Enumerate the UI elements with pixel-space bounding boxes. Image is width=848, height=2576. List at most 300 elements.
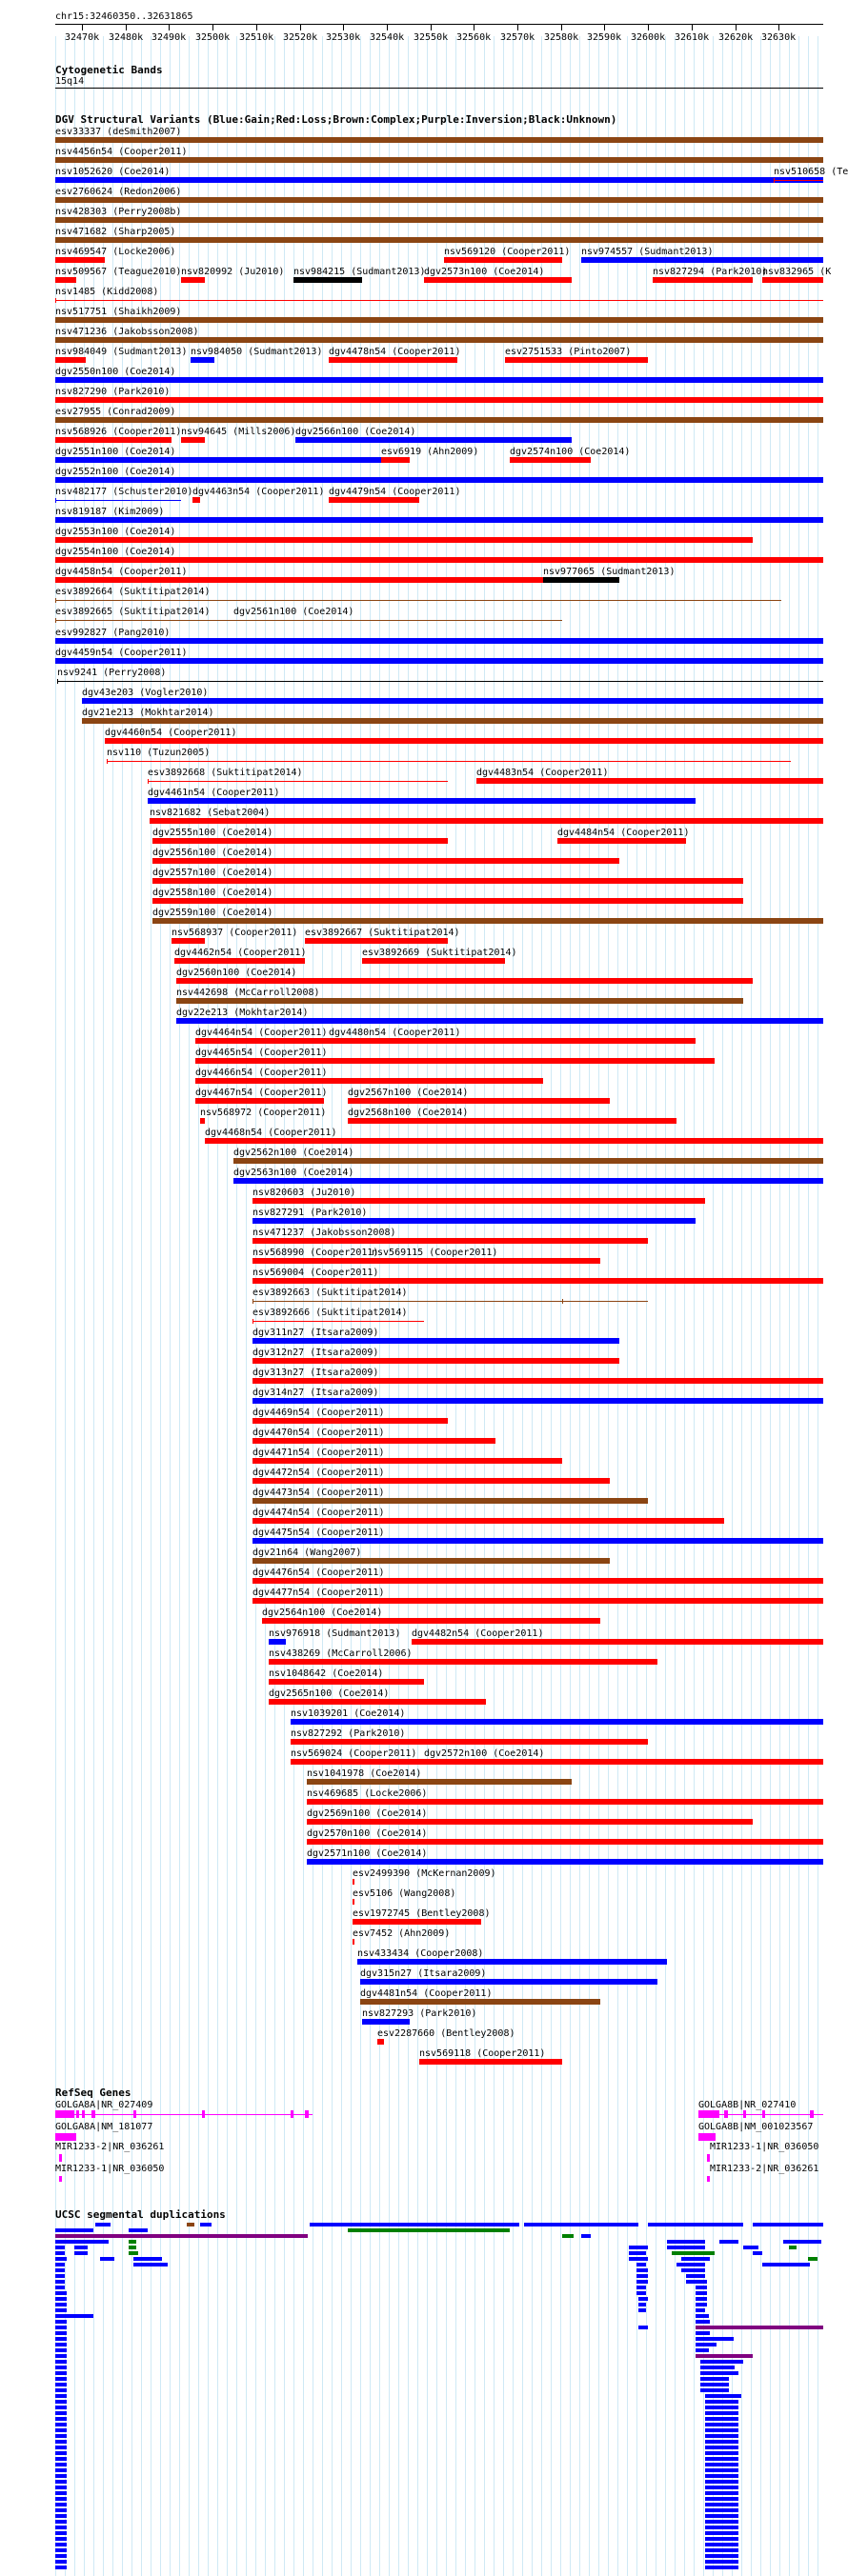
variant-bar (172, 938, 205, 944)
ruler-tick (736, 25, 737, 30)
variant-bar (381, 457, 410, 463)
variant-label: nsv984050 (Sudmant2013) (191, 347, 323, 357)
variant-label: nsv482177 (Schuster2010) (55, 487, 193, 497)
variant-label: esv3892669 (Suktitipat2014) (362, 948, 517, 958)
ruler-tick (212, 25, 213, 30)
variant-label: dgv4459n54 (Cooper2011) (55, 648, 188, 658)
variant-bar (353, 1919, 481, 1925)
segdup-block (55, 2514, 67, 2518)
segdup-block (55, 2348, 67, 2352)
variant-bar (362, 2019, 410, 2025)
segdup-block (700, 2383, 729, 2386)
segdup-block (705, 2406, 738, 2409)
variant-label: nsv4456n54 (Cooper2011) (55, 147, 188, 157)
ruler-line (55, 24, 823, 25)
variant-bar (353, 1879, 354, 1885)
segdup-block (705, 2520, 738, 2524)
variant-bar (353, 1939, 354, 1945)
variant-bar (205, 1138, 823, 1144)
segdup-block (696, 2331, 710, 2335)
variant-label: nsv568926 (Cooper2011) (55, 427, 182, 437)
segdup-block (636, 2263, 646, 2266)
variant-bar (372, 1258, 600, 1264)
variant-label: nsv471682 (Sharp2005) (55, 227, 176, 237)
gene-label-right: GOLGA8B|NR_027410 (698, 2100, 797, 2110)
segdup-block (55, 2503, 67, 2506)
gene-label-right: MIR1233-2|NR_036261 (710, 2164, 819, 2174)
variant-label: dgv2558n100 (Coe2014) (152, 888, 273, 898)
variant-label: dgv2563n100 (Coe2014) (233, 1168, 354, 1178)
variant-bar-cap (57, 679, 58, 684)
segdup-block (705, 2554, 738, 2558)
variant-bar (152, 838, 448, 844)
segdup-block (55, 2394, 67, 2398)
segdup-block (55, 2234, 308, 2238)
gene-exon (305, 2110, 309, 2118)
segdup-block (55, 2228, 93, 2232)
variant-bar (107, 761, 791, 762)
segdup-title: UCSC segmental duplications (55, 2208, 226, 2221)
segdup-block (55, 2268, 65, 2272)
variant-label: dgv2559n100 (Coe2014) (152, 908, 273, 918)
segdup-block (705, 2451, 738, 2455)
variant-bar (357, 1959, 667, 1965)
variant-label: dgv4481n54 (Cooper2011) (360, 1988, 493, 1999)
gene-exon (698, 2133, 716, 2141)
variant-bar (291, 1739, 648, 1745)
variant-label: dgv4479n54 (Cooper2011) (329, 487, 461, 497)
variant-label: nsv974557 (Sudmant2013) (581, 247, 714, 257)
variant-label: nsv442698 (McCarroll2008) (176, 988, 320, 998)
variant-bar (55, 457, 381, 463)
segdup-block (783, 2240, 821, 2244)
segdup-block (55, 2291, 67, 2295)
variant-label: dgv2570n100 (Coe2014) (307, 1828, 428, 1839)
segdup-block (705, 2548, 738, 2552)
variant-label: dgv2564n100 (Coe2014) (262, 1608, 383, 1618)
variant-label: nsv94645 (Mills2006) (181, 427, 296, 437)
variant-bar (55, 577, 553, 583)
variant-bar (505, 357, 648, 363)
variant-bar (557, 838, 686, 844)
segdup-block (743, 2246, 758, 2249)
variant-label: nsv438269 (McCarroll2006) (269, 1648, 413, 1659)
segdup-block (696, 2320, 710, 2324)
ruler-tick-label: 32620k (718, 32, 754, 43)
variant-label: esv5106 (Wang2008) (353, 1888, 456, 1899)
variant-label: dgv2573n100 (Coe2014) (424, 267, 545, 277)
segdup-block (705, 2566, 738, 2569)
variant-label: dgv4462n54 (Cooper2011) (174, 948, 307, 958)
variant-label: dgv2572n100 (Coe2014) (424, 1748, 545, 1759)
variant-label: dgv4482n54 (Cooper2011) (412, 1628, 544, 1639)
segdup-block (789, 2246, 797, 2249)
gene-exon (76, 2110, 79, 2118)
ruler-tick (343, 25, 344, 30)
gene-exon (59, 2176, 62, 2182)
variant-label: nsv832965 (K (762, 267, 832, 277)
gene-label-left: GOLGA8A|NM_181077 (55, 2122, 153, 2132)
variant-label: dgv43e203 (Vogler2010) (82, 688, 209, 698)
variant-label: esv2751533 (Pinto2007) (505, 347, 632, 357)
gene-exon (55, 2133, 76, 2141)
variant-bar-cap (774, 178, 775, 183)
variant-bar (424, 277, 572, 283)
variant-bar (152, 898, 743, 904)
ruler-tick-label: 32500k (195, 32, 231, 43)
variant-label: dgv2561n100 (Coe2014) (233, 607, 354, 617)
segdup-block (705, 2537, 738, 2541)
variant-label: nsv569115 (Cooper2011) (372, 1248, 498, 1258)
variant-bar (252, 1558, 610, 1564)
variant-bar (444, 257, 562, 263)
variant-bar (55, 557, 823, 563)
variant-bar (233, 1158, 823, 1164)
ruler-tick (169, 25, 170, 30)
variant-label: dgv4474n54 (Cooper2011) (252, 1508, 385, 1518)
segdup-block (74, 2251, 88, 2255)
segdup-block (753, 2251, 762, 2255)
variant-label: nsv569118 (Cooper2011) (419, 2048, 546, 2059)
segdup-block (638, 2303, 646, 2306)
variant-label: dgv4480n54 (Cooper2011) (329, 1028, 461, 1038)
variant-bar (55, 417, 823, 423)
variant-bar (329, 497, 419, 503)
segdup-block (581, 2234, 591, 2238)
segdup-block (55, 2326, 67, 2329)
segdup-block (676, 2263, 705, 2266)
variant-label: dgv4461n54 (Cooper2011) (148, 788, 280, 798)
segdup-block (629, 2246, 648, 2249)
segdup-block (705, 2468, 738, 2472)
ruler-tick-label: 32600k (631, 32, 666, 43)
variant-label: dgv2550n100 (Coe2014) (55, 367, 176, 377)
segdup-block (700, 2377, 729, 2381)
gene-label-left: MIR1233-2|NR_036261 (55, 2142, 165, 2152)
gene-label-left: GOLGA8A|NR_027409 (55, 2100, 153, 2110)
segdup-block (55, 2297, 67, 2301)
ruler-tick-label: 32590k (587, 32, 622, 43)
segdup-block (705, 2480, 738, 2484)
variant-bar (293, 277, 362, 283)
segdup-block (719, 2240, 738, 2244)
ruler-tick-label: 32560k (456, 32, 492, 43)
gene-exon (810, 2110, 814, 2118)
ruler-tick (300, 25, 301, 30)
segdup-block (55, 2526, 67, 2529)
variant-bar (252, 1578, 823, 1584)
segdup-block (705, 2508, 738, 2512)
gene-exon (91, 2110, 95, 2118)
variant-label: nsv517751 (Shaikh2009) (55, 307, 182, 317)
ruler-tick (648, 25, 649, 30)
variant-bar-cap (148, 779, 149, 784)
segdup-block (55, 2497, 67, 2501)
segdup-block (705, 2526, 738, 2529)
variant-bar (291, 1719, 823, 1725)
variant-bar (252, 1398, 823, 1404)
segdup-block (55, 2554, 67, 2558)
variant-label: esv2760624 (Redon2006) (55, 187, 182, 197)
variant-label: nsv1048642 (Coe2014) (269, 1668, 384, 1679)
segdup-block (705, 2400, 738, 2404)
ruler-tick-label: 32630k (761, 32, 797, 43)
segdup-block (705, 2440, 738, 2444)
segdup-block (55, 2383, 67, 2386)
gene-exon (707, 2154, 710, 2162)
variant-label: esv2499390 (McKernan2009) (353, 1868, 496, 1879)
segdup-block (686, 2280, 707, 2284)
segdup-block (636, 2286, 646, 2289)
variant-label: nsv568972 (Cooper2011) (200, 1108, 327, 1118)
variant-bar (581, 257, 823, 263)
variant-bar (57, 681, 823, 682)
segdup-block (55, 2520, 67, 2524)
variant-label: dgv4465n54 (Cooper2011) (195, 1048, 328, 1058)
variant-bar (653, 277, 753, 283)
variant-label: dgv2553n100 (Coe2014) (55, 527, 176, 537)
segdup-block (705, 2514, 738, 2518)
segdup-block (55, 2508, 67, 2512)
segdup-block (638, 2326, 648, 2329)
segdup-block (705, 2491, 738, 2495)
variant-bar (269, 1699, 486, 1705)
variant-bar (774, 180, 823, 181)
variant-bar (252, 1518, 724, 1524)
segdup-block (753, 2223, 823, 2227)
segdup-block (55, 2428, 67, 2432)
segdup-block (705, 2428, 738, 2432)
variant-bar (152, 878, 743, 884)
segdup-block (762, 2263, 810, 2266)
segdup-block (55, 2560, 67, 2564)
variant-bar (55, 317, 823, 323)
ruler-tick (256, 25, 257, 30)
variant-label: dgv2571n100 (Coe2014) (307, 1848, 428, 1859)
variant-label: dgv2574n100 (Coe2014) (510, 447, 631, 457)
variant-label: dgv4473n54 (Cooper2011) (252, 1488, 385, 1498)
variant-label: dgv2552n100 (Coe2014) (55, 467, 176, 477)
cyto-band: 15q14 (55, 76, 85, 87)
variant-bar (291, 1759, 823, 1765)
variant-bar (191, 357, 214, 363)
variant-label: dgv4484n54 (Cooper2011) (557, 828, 690, 838)
variant-label: dgv2567n100 (Coe2014) (348, 1088, 469, 1098)
segdup-block (74, 2246, 88, 2249)
variant-label: dgv4468n54 (Cooper2011) (205, 1128, 337, 1138)
variant-label: dgv4483n54 (Cooper2011) (476, 768, 609, 778)
variant-bar (252, 1498, 648, 1504)
variant-label: dgv4472n54 (Cooper2011) (252, 1468, 385, 1478)
gene-exon (202, 2110, 205, 2118)
segdup-block (55, 2406, 67, 2409)
segdup-block (681, 2268, 705, 2272)
variant-label: nsv984049 (Sudmant2013) (55, 347, 188, 357)
segdup-block (705, 2434, 738, 2438)
segdup-block (700, 2360, 743, 2364)
segdup-block (129, 2246, 136, 2249)
variant-bar (55, 197, 823, 203)
segdup-block (700, 2366, 735, 2369)
variant-bar (233, 1178, 823, 1184)
variant-label: nsv469685 (Locke2006) (307, 1788, 428, 1799)
variant-label: dgv4469n54 (Cooper2011) (252, 1408, 385, 1418)
variant-bar (348, 1098, 610, 1104)
variant-label: dgv4476n54 (Cooper2011) (252, 1568, 385, 1578)
ruler-tick-label: 32580k (544, 32, 579, 43)
segdup-block (672, 2251, 715, 2255)
segdup-block (55, 2257, 67, 2261)
variant-label: nsv819187 (Kim2009) (55, 507, 165, 517)
segdup-block (348, 2228, 510, 2232)
segdup-block (55, 2337, 67, 2341)
segdup-block (696, 2308, 705, 2312)
variant-bar (195, 1078, 543, 1084)
ruler-tick (604, 25, 605, 30)
segdup-block (636, 2280, 648, 2284)
variant-label: nsv569024 (Cooper2011) (291, 1748, 417, 1759)
variant-label: nsv827293 (Park2010) (362, 2008, 477, 2019)
segdup-block (705, 2457, 738, 2461)
variant-bar (329, 357, 457, 363)
gene-exon (707, 2176, 710, 2182)
segdup-block (95, 2240, 109, 2244)
variant-bar (269, 1659, 657, 1665)
segdup-block (55, 2400, 67, 2404)
segdup-block (696, 2354, 753, 2358)
variant-bar (176, 978, 753, 984)
variant-label: esv27955 (Conrad2009) (55, 407, 176, 417)
variant-bar-cap (55, 618, 56, 623)
segdup-block (55, 2548, 67, 2552)
variant-label: dgv22e213 (Mokhtar2014) (176, 1008, 309, 1018)
variant-label: dgv2551n100 (Coe2014) (55, 447, 176, 457)
variant-bar (148, 781, 448, 782)
variant-label: esv1972745 (Bentley2008) (353, 1908, 491, 1919)
variant-bar (55, 217, 823, 223)
segdup-block (696, 2326, 823, 2329)
variant-bar (192, 497, 200, 503)
variant-label: dgv2556n100 (Coe2014) (152, 848, 273, 858)
segdup-block (700, 2388, 729, 2392)
variant-bar (195, 1098, 324, 1104)
segdup-block (310, 2223, 519, 2227)
segdup-block (55, 2354, 67, 2358)
variant-label: nsv510658 (Te (774, 167, 848, 177)
variant-bar (252, 1378, 823, 1384)
variant-bar (176, 998, 743, 1004)
variant-bar (55, 177, 823, 183)
variant-label: dgv21n64 (Wang2007) (252, 1548, 362, 1558)
segdup-block (55, 2280, 65, 2284)
gene-label-left: MIR1233-1|NR_036050 (55, 2164, 165, 2174)
variant-label: dgv4471n54 (Cooper2011) (252, 1448, 385, 1458)
gene-label-right: GOLGA8B|NM_001023567 (698, 2122, 814, 2132)
segdup-block (629, 2257, 648, 2261)
segdup-block (636, 2274, 648, 2278)
ruler-tick-label: 32540k (370, 32, 405, 43)
gene-exon (743, 2110, 746, 2118)
segdup-block (667, 2240, 705, 2244)
variant-label: dgv4463n54 (Cooper2011) (192, 487, 325, 497)
variant-label: dgv2568n100 (Coe2014) (348, 1108, 469, 1118)
variant-label: nsv827290 (Park2010) (55, 387, 171, 397)
variant-bar (252, 1598, 823, 1604)
segdup-block (562, 2234, 574, 2238)
ruler-tick-label: 32470k (65, 32, 100, 43)
variant-label: dgv4470n54 (Cooper2011) (252, 1428, 385, 1438)
segdup-block (55, 2474, 67, 2478)
variant-bar (252, 1458, 562, 1464)
segdup-block (705, 2474, 738, 2478)
variant-bar (252, 1258, 372, 1264)
segdup-block (696, 2314, 709, 2318)
segdup-block (636, 2268, 648, 2272)
segdup-block (55, 2463, 67, 2466)
variant-label: nsv827294 (Park2010) (653, 267, 768, 277)
segdup-block (705, 2394, 741, 2398)
ruler-tick (692, 25, 693, 30)
segdup-block (705, 2446, 738, 2449)
variant-bar (55, 357, 86, 363)
segdup-block (55, 2388, 67, 2392)
gene-exon (291, 2110, 293, 2118)
variant-bar (295, 437, 572, 443)
variant-label: esv6919 (Ahn2009) (381, 447, 479, 457)
variant-bar (55, 257, 105, 263)
segdup-block (696, 2297, 707, 2301)
segdup-block (55, 2343, 67, 2346)
variant-bar (195, 1038, 696, 1044)
segdup-block (667, 2246, 705, 2249)
segdup-block (55, 2371, 67, 2375)
variant-label: nsv984215 (Sudmant2013) (293, 267, 426, 277)
segdup-block (55, 2320, 67, 2324)
variant-label: nsv1052620 (Coe2014) (55, 167, 171, 177)
variant-bar (419, 2059, 562, 2065)
variant-label: dgv2557n100 (Coe2014) (152, 868, 273, 878)
variant-bar (55, 137, 823, 143)
segdup-block (55, 2411, 67, 2415)
segdup-block (129, 2228, 148, 2232)
variant-bar (252, 1218, 696, 1224)
segdup-block (636, 2291, 646, 2295)
variant-bar (152, 918, 823, 924)
ruler-tick (561, 25, 562, 30)
variant-bar (252, 1438, 495, 1444)
segdup-block (55, 2468, 67, 2472)
variant-bar (360, 1999, 600, 2005)
variant-bar-cap (252, 1299, 253, 1304)
variant-bar (55, 337, 823, 343)
variant-label: esv33337 (deSmith2007) (55, 127, 182, 137)
variant-label: nsv433434 (Cooper2008) (357, 1948, 484, 1959)
variant-label: nsv820992 (Ju2010) (181, 267, 285, 277)
segdup-block (638, 2308, 646, 2312)
variant-label: nsv1041978 (Coe2014) (307, 1768, 422, 1779)
segdup-block (55, 2377, 67, 2381)
segdup-block (696, 2286, 707, 2289)
variant-bar-cap (252, 1319, 253, 1324)
variant-bar (562, 1301, 648, 1302)
variant-bar-cap (55, 598, 56, 603)
variant-bar (262, 1618, 600, 1624)
variant-bar (543, 577, 619, 583)
variant-label: esv3892667 (Suktitipat2014) (305, 928, 460, 938)
gene-label-right: MIR1233-1|NR_036050 (710, 2142, 819, 2152)
segdup-block (705, 2417, 738, 2421)
segdup-block (55, 2537, 67, 2541)
